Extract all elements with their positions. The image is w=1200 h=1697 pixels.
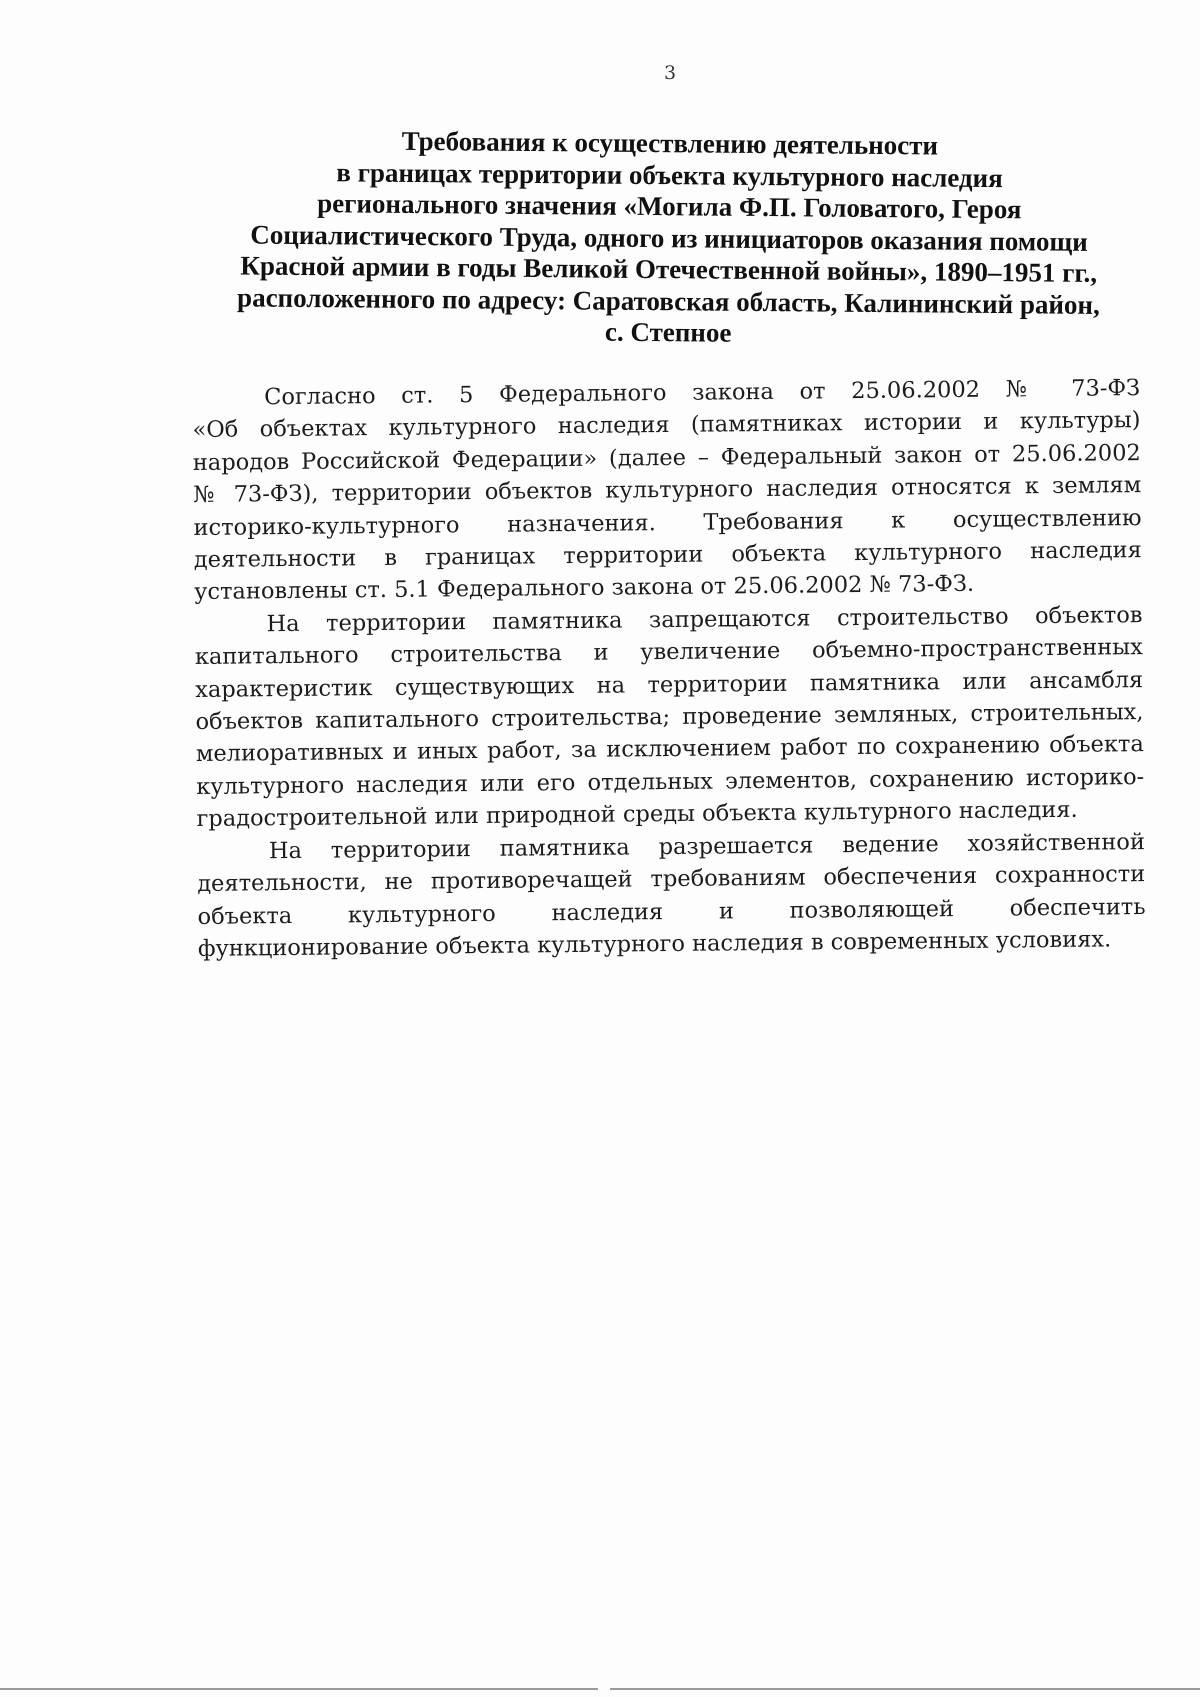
text-line: «Об объектах культурного наследия (памятниках истории и культуры) (192, 407, 1141, 444)
title-line: с. Степное (604, 316, 732, 348)
paragraph-permissions (197, 826, 1146, 966)
text-line: культурного наследия или его отдельных элементов, сохранению историко- (196, 763, 1145, 800)
title-line: Социалистического Труда, одного из инициаторов оказания помощи (250, 219, 1088, 257)
text-line: мелиоративных и иных работ, за исключением работ по сохранению объекта (195, 731, 1144, 768)
text-line: На территории памятника запрещаются строительство объектов (266, 601, 1143, 638)
text-line: капитального строительства и увеличение объемно-пространственных (194, 634, 1143, 671)
page-number: 3 (663, 62, 677, 84)
paragraph-prohibitions (194, 599, 1144, 836)
title-line: регионального значения «Могила Ф.П. Головатого, Героя (317, 188, 1022, 225)
title-line: расположенного по адресу: Саратовская область, Калининский район, (237, 281, 1100, 320)
text-line: установлены ст. 5.1 Федерального закона от 25.06.2002 № 73-ФЗ. (194, 571, 975, 606)
text-line: характеристик существующих на территории памятника или ансамбля (195, 666, 1144, 703)
text-line: объекта культурного наследия и позволяющей обеспечить (197, 893, 1146, 930)
title-line: Красной армии в годы Великой Отечественной войны», 1890–1951 гг., (240, 250, 1098, 288)
text-line: объектов капитального строительства; проведение земляных, строительных, (195, 699, 1144, 736)
text-line: функционирование объекта культурного наследия в современных условиях. (197, 926, 1112, 962)
text-line: На территории памятника разрешается ведение хозяйственной (268, 828, 1146, 864)
text-line: № 73-ФЗ), территории объектов культурного наследия относятся к землям (193, 472, 1142, 509)
document-title (188, 124, 1150, 353)
title-line: Требования к осуществлению деятельности (401, 125, 939, 161)
title-line: в границах территории объекта культурного наследия (336, 156, 1003, 193)
text-line: деятельности в границах территории объекта культурного наследия (193, 537, 1142, 574)
text-line: Согласно ст. 5 Федерального закона от 25.06.2002 № 73-ФЗ (264, 375, 1141, 411)
text-line: деятельности, не противоречащей требованиям обеспечения сохранности (197, 861, 1146, 898)
body-text (192, 372, 1146, 965)
text-line: градостроительной или природной среды объекта культурного наследия. (196, 797, 1078, 833)
scan-edge-gap (598, 1686, 610, 1692)
paragraph-legal-basis (192, 372, 1142, 609)
text-line: историко-культурного назначения. Требования к осуществлению (193, 504, 1142, 541)
text-line: народов Российской Федерации» (далее – Федеральный закон от 25.06.2002 (192, 439, 1141, 476)
